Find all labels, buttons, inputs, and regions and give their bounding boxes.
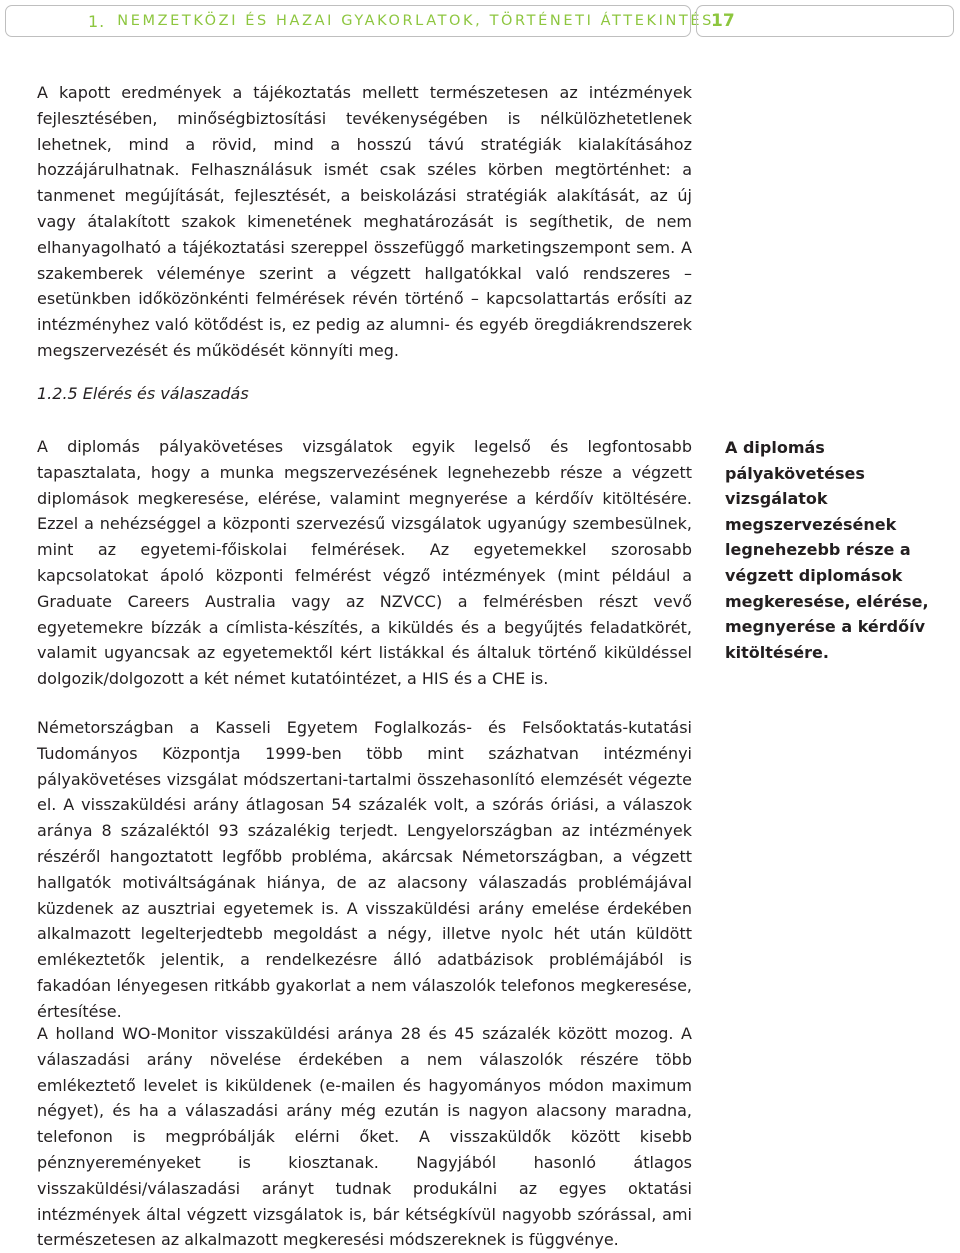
section-heading: 1.2.5 Elérés és válaszadás <box>37 384 249 403</box>
page-number: 17 <box>711 11 735 31</box>
chapter-title: NEMZETKÖZI ÉS HAZAI GYAKORLATOK, TÖRTÉNETI ÁTTEKINTÉS <box>117 13 714 29</box>
body-paragraph-3: A holland WO-Monitor visszaküldési aránya 28 és 45 százalék között mozog. A válaszadási arány növelése érdekében a nem válaszolók részére több emlékeztető levelet is kiküldenek (e-mailen és hagyományos módon maximum négyet), és ha a válaszadási arány még ezután is nagyon alacsony maradna, telefonon is megpróbálják elérni őket. A visszaküldők között kisebb pénznyereményeket is kiosztanak. Nagyjából hasonló átlagos visszaküldési/válaszadási arányt tudnak produkálni az egyes oktatási intézmények által végzett vizsgálatok is, bár kétségkívül nagyobb szórással, ami természetesen az alkalmazott megkeresési módszereknek is függvénye. <box>37 1024 692 1250</box>
chapter-number: 1. <box>88 11 106 31</box>
page-number-box <box>696 5 954 37</box>
body-paragraph-1: A diplomás pályakövetéses vizsgálatok egyik legelső és legfontosabb tapasztalata, hogy a munka megszervezésének legnehezebb része a végzett diplomások megkeresése, elérése, valamint megnyerése a kérdőív kitöltésére. Ezzel a nehézséggel a központi szervezésű vizsgálatok ugyanúgy szembesülnek, mint az egyetemi-főiskolai felmérések. Az egyetemekkel szorosabb kapcsolatokat ápoló központi felmérést végző intézmények (mint például a Graduate Careers Australia vagy az NZVCC) a felmérésben részt vevő egyetemekre bízzák a címlista-készítés, a kiküldés és a begyűjtés feladatkörét, valamit ugyancsak az egyetemektől kért listákkal és általuk történő kiküldéssel dolgozik/dolgozott a két német kutatóintézet, a HIS és a CHE is. <box>37 437 692 689</box>
body-paragraph-2: Németországban a Kasseli Egyetem Foglalkozás- és Felsőoktatás-kutatási Tudományos Központja 1999-ben több mint százhatvan intézményi pályakövetéses vizsgálat módszertani-tartalmi összehasonlító elemzését végezte el. A visszaküldési arány átlagosan 54 százalék volt, a szórás óriási, a válaszok aránya 8 százaléktól 93 százalékig terjedt. Lengyelországban az intézmények részéről hangoztatott legfőbb probléma, akárcsak Németországban, a végzett hallgatók motiváltságának hiánya, de az alacsony válaszadás problémájával küzdenek az ausztriai egyetemek is. A visszaküldési arány emelése érdekében alkalmazott legelterjedtebb megoldást a négy, illetve nyolc hét után küldött emlékeztetők jelentik, a rendelkezésre álló adatbázisok problémájából is fakadóan lényegesen ritkább gyakorlat a nem válaszolók telefonos megkeresése, értesítése. <box>37 718 692 1021</box>
intro-paragraph: A kapott eredmények a tájékoztatás mellett természetesen az intézmények fejlesztésében, minőségbiztosítási tevékenységében is nélkülözhetetlenek lehetnek, mind a rövid, mind a hosszú távú stratégiák kialakításához hozzájárulhatnak. Felhasználásuk ismét csak széles körben megtörténhet: a tanmenet megújítását, fejlesztését, a beiskolázási stratégiák alakítását, az új vagy átalakított szakok kimenetének meghatározását is segíthetik, de nem elhanyagolható a tájékoztatási szereppel összefüggő marketingszempont sem. A szakemberek véleménye szerint a végzett hallgatókkal való rendszeres – esetünkben időközönkénti felmérések révén történő – kapcsolattartás erősíti az intézményhez való kötődést is, ez pedig az alumni- és egyéb öregdiákrendszerek megszervezését és működését könnyíti meg. <box>37 83 692 360</box>
chapter-header <box>5 5 714 37</box>
sidebar-pull-quote: A diplomás pályakövetéses vizsgálatok megszervezésének legnehezebb része a végzett diplomások megkeresése, elérése, megnyerése a kérdőív kitöltésére. <box>725 438 929 662</box>
